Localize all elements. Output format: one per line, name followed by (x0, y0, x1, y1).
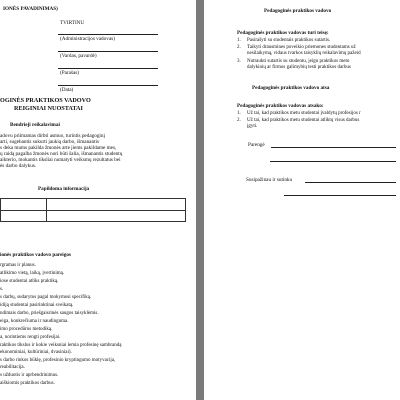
responsibility-item-number: 1. (237, 111, 241, 116)
intro-text: ės darbo dalykus. (0, 163, 37, 169)
rights-page-title: Pedagoginės praktikos vadovo (264, 8, 332, 14)
duty-item: idiją studentai pasirinktinai sveikatą. (0, 303, 74, 308)
responsibility-page-title: Pedagoginės praktikos vadovo atsa (252, 85, 330, 91)
signature-line (58, 34, 158, 35)
intro-text: ų raidą pagalba žmonės nori būti šalia, išmanantis studentų (0, 151, 123, 157)
responsibility-item-text: Už tai, kad praktikos metu studentai įvaldytų profesijos r (247, 111, 361, 116)
right-document-page (204, 0, 400, 400)
signature-line (58, 85, 158, 86)
document-title-line1: OGINĖS PRAKTIKOS VADOVO (0, 97, 91, 104)
intro-text: s deka mums pakilda žmonės arte jiems pakildame mes, (0, 145, 117, 151)
responsibility-item-text: Už tai, kad praktikos metu studentai atliktų visus darbus (247, 118, 360, 123)
intro-text: adovu priimamas dirbti asmuo, turintis pedagoginį (0, 133, 105, 139)
duty-item: s. (0, 287, 4, 292)
agreement-label: Susipažinau ir sutinku (246, 177, 293, 183)
signature-line (58, 51, 158, 52)
duty-item: iose studentai atliks praktiką. (0, 279, 59, 284)
duty-item: s užduotis ir aprbendrinimus. (0, 373, 59, 378)
section-additional-info: Papildoma informacija (38, 186, 90, 192)
responsibility-item-number: 2. (237, 118, 241, 123)
rights-item-number: 2. (237, 45, 241, 50)
signature-line (284, 195, 396, 196)
duty-item: aiškiomis praktikos darbus. (0, 381, 55, 386)
duty-item: eiga, konkrečiuma ir naudinguma. (0, 319, 69, 324)
duty-item: rgramas ir planus. (0, 263, 36, 268)
signature-line (271, 147, 396, 148)
duty-item: atlikimo vietą, laiką, įvertinimą. (0, 271, 65, 276)
responsibility-item-text: įgyti. (247, 124, 258, 129)
section-duties: ionės praktikos vadovo pareigos (0, 252, 71, 258)
rights-item-text: dalykinių ar firmos galimybių testi praktikos darbus (247, 65, 351, 70)
rights-item-number: 3. (237, 59, 241, 64)
duty-item: s darbo rinkos būklę, profesinio kryptingumo motyvacija, (0, 358, 116, 363)
rights-heading: Pedagoginės praktikos vadovas turi teisę: (237, 30, 329, 36)
signature-line (58, 68, 158, 69)
organization-name: IONĖS PAVADINIMAS) (3, 6, 58, 12)
rights-item-text: Taikyti drausmines poveikio priemones studentams už (247, 45, 356, 50)
duty-item: a, norintiems rengti profesijai. (0, 335, 61, 340)
intro-text: aikterio, mokantis tiksliai numatyti veiksmų rezultatus bei (0, 157, 121, 163)
rights-item-text: Nutraukti sutartis su studentu, jeigu praktikos meto (247, 59, 350, 64)
document-title-line2: REIGINIAI NUOSTATAI (14, 105, 83, 112)
approve-label: TVIRTINU (60, 20, 85, 26)
responsibility-heading: Pedagoginės praktikos vadovas atsako: (237, 103, 324, 109)
rights-item-text: Pasirašyti su studentais praktikos sutartis. (247, 38, 331, 43)
duty-item: raktikos tikslus ir kokie veiksniai lemia profesinę sambrandą (0, 343, 122, 348)
signature-line (305, 182, 396, 183)
duty-item: s darbų, sudarytos pagal mokymosi specifiką. (0, 295, 92, 300)
rights-item-text: nesilaikymą, vidaus tvarkos taisyklių reikalavimų pažeid (247, 51, 361, 56)
rights-item-number: 1. (237, 38, 241, 43)
duty-item: imo procedūros metodiką. (0, 327, 53, 332)
info-table (0, 198, 186, 222)
approval-field-date: (Data) (60, 87, 74, 93)
signature-line (270, 161, 396, 162)
duty-item: ekonominiai, kultūriniai, dvasiniai). (0, 350, 72, 355)
duty-item: ndimais darbo, priešgaisrinės saugos taisyklėmis. (0, 311, 99, 316)
duty-item: reabilitacija. (0, 365, 25, 370)
intro-text: arti, sugebantis sukurti jaukią darbo, išmanantis (0, 139, 99, 145)
approval-field-admin: (Administracijos vadovas) (60, 36, 115, 42)
prepared-by-label: Parengė (248, 142, 265, 148)
section-general-requirements: Bendrieji reikalavimai (10, 122, 60, 128)
approval-field-signature: (Parašas) (60, 70, 80, 76)
left-document-page (0, 0, 196, 400)
approval-field-name: (Vardas, pavardė) (60, 53, 97, 59)
